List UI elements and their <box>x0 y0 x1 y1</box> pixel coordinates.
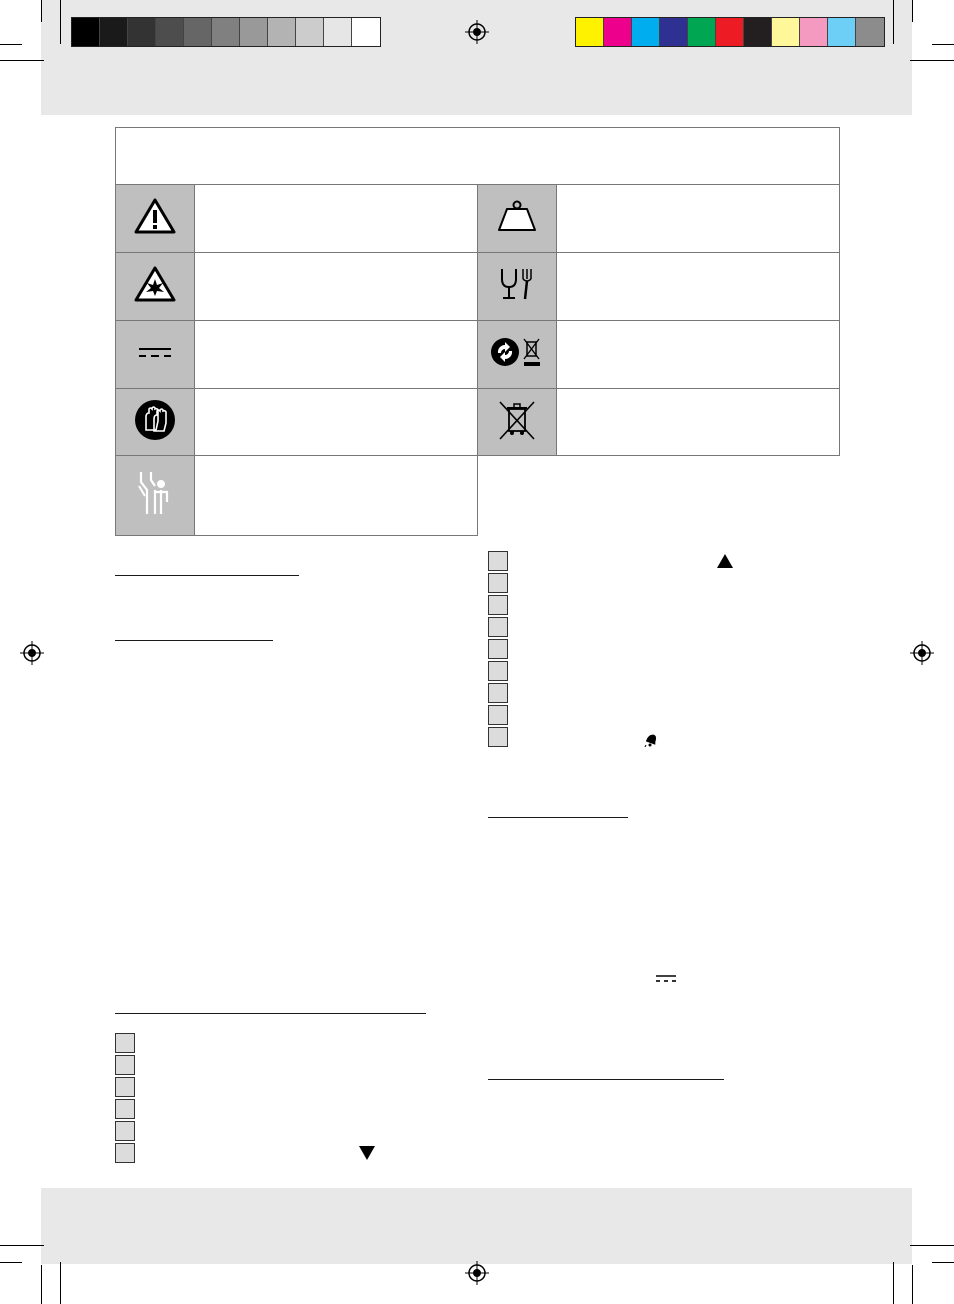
color-swatch <box>744 18 772 46</box>
symbol-cell <box>116 185 195 253</box>
part-number-box <box>488 551 508 571</box>
part-number-box <box>115 1055 135 1075</box>
crop-mark <box>910 60 954 61</box>
symbol-cell <box>478 253 557 321</box>
color-swatch <box>128 18 156 46</box>
symbol-legend-table <box>115 127 840 536</box>
color-swatch <box>352 18 380 46</box>
symbol-description <box>557 185 840 253</box>
symbol-description <box>195 389 478 456</box>
section-heading-rule <box>115 640 273 641</box>
crop-mark <box>60 1262 61 1304</box>
color-swatch <box>604 18 632 46</box>
arrow-up-icon <box>717 554 733 568</box>
crop-mark <box>932 1262 954 1263</box>
crop-mark <box>0 1245 44 1246</box>
crop-mark <box>0 60 44 61</box>
symbol-description <box>195 185 478 253</box>
part-number-box <box>488 705 508 725</box>
direct-current-icon <box>655 974 677 983</box>
symbol-table-header <box>116 128 840 185</box>
part-number-box <box>115 1099 135 1119</box>
part-number-box <box>488 639 508 659</box>
symbol-cell <box>116 253 195 321</box>
part-number-box <box>488 595 508 615</box>
green-dot-recycling-icon <box>489 334 545 370</box>
child-danger-icon <box>135 470 175 516</box>
process-color-bar <box>575 17 885 47</box>
parts-list-left <box>115 1033 135 1165</box>
bottom-print-band <box>41 1188 912 1264</box>
symbol-cell <box>478 185 557 253</box>
food-safe-icon <box>497 265 537 303</box>
direct-current-icon <box>137 345 173 359</box>
registration-mark-icon <box>20 641 44 665</box>
crop-mark <box>912 0 913 22</box>
registration-mark-icon <box>465 1261 489 1285</box>
section-heading-rule <box>115 1013 426 1014</box>
color-swatch <box>268 18 296 46</box>
symbol-description <box>557 389 840 456</box>
crop-mark <box>0 1262 22 1263</box>
part-number-box <box>488 617 508 637</box>
crossed-bin-icon <box>497 399 537 441</box>
empty-cell <box>478 456 840 536</box>
color-swatch <box>100 18 128 46</box>
weight-icon <box>495 199 539 233</box>
color-swatch <box>688 18 716 46</box>
crop-mark <box>60 0 61 44</box>
symbol-cell <box>478 389 557 456</box>
explosion-warning-icon <box>133 265 177 303</box>
part-number-box <box>488 683 508 703</box>
color-swatch <box>156 18 184 46</box>
crop-mark <box>910 1245 954 1246</box>
color-swatch <box>184 18 212 46</box>
symbol-description <box>195 456 478 536</box>
crop-mark <box>41 0 42 22</box>
section-heading-rule <box>488 1079 724 1080</box>
part-number-box <box>115 1143 135 1163</box>
part-number-box <box>488 727 508 747</box>
arrow-down-icon <box>359 1146 375 1160</box>
alarm-bell-icon <box>644 731 658 747</box>
color-swatch <box>856 18 884 46</box>
crop-mark <box>41 1265 42 1304</box>
registration-mark-icon <box>910 641 934 665</box>
color-swatch <box>632 18 660 46</box>
crop-mark <box>893 0 894 44</box>
color-swatch <box>212 18 240 46</box>
warning-triangle-icon <box>133 197 177 235</box>
symbol-cell <box>116 456 195 536</box>
crop-mark <box>893 1262 894 1304</box>
symbol-description <box>557 253 840 321</box>
part-number-box <box>115 1033 135 1053</box>
symbol-description <box>195 253 478 321</box>
crop-mark <box>0 44 22 45</box>
section-heading-rule <box>488 817 628 818</box>
registration-mark-icon <box>465 20 489 44</box>
crop-mark <box>932 44 954 45</box>
color-swatch <box>72 18 100 46</box>
color-swatch <box>772 18 800 46</box>
color-swatch <box>828 18 856 46</box>
part-number-box <box>488 573 508 593</box>
part-number-box <box>115 1077 135 1097</box>
symbol-description <box>557 321 840 389</box>
color-swatch <box>240 18 268 46</box>
grayscale-color-bar <box>71 17 381 47</box>
symbol-cell <box>478 321 557 389</box>
wear-gloves-icon <box>134 399 176 441</box>
crop-mark <box>912 1265 913 1304</box>
color-swatch <box>800 18 828 46</box>
color-swatch <box>324 18 352 46</box>
symbol-cell <box>116 389 195 456</box>
parts-list-right <box>488 551 508 749</box>
symbol-cell <box>116 321 195 389</box>
color-swatch <box>296 18 324 46</box>
color-swatch <box>660 18 688 46</box>
symbol-description <box>195 321 478 389</box>
color-swatch <box>576 18 604 46</box>
part-number-box <box>488 661 508 681</box>
part-number-box <box>115 1121 135 1141</box>
section-heading-rule <box>115 575 299 576</box>
color-swatch <box>716 18 744 46</box>
